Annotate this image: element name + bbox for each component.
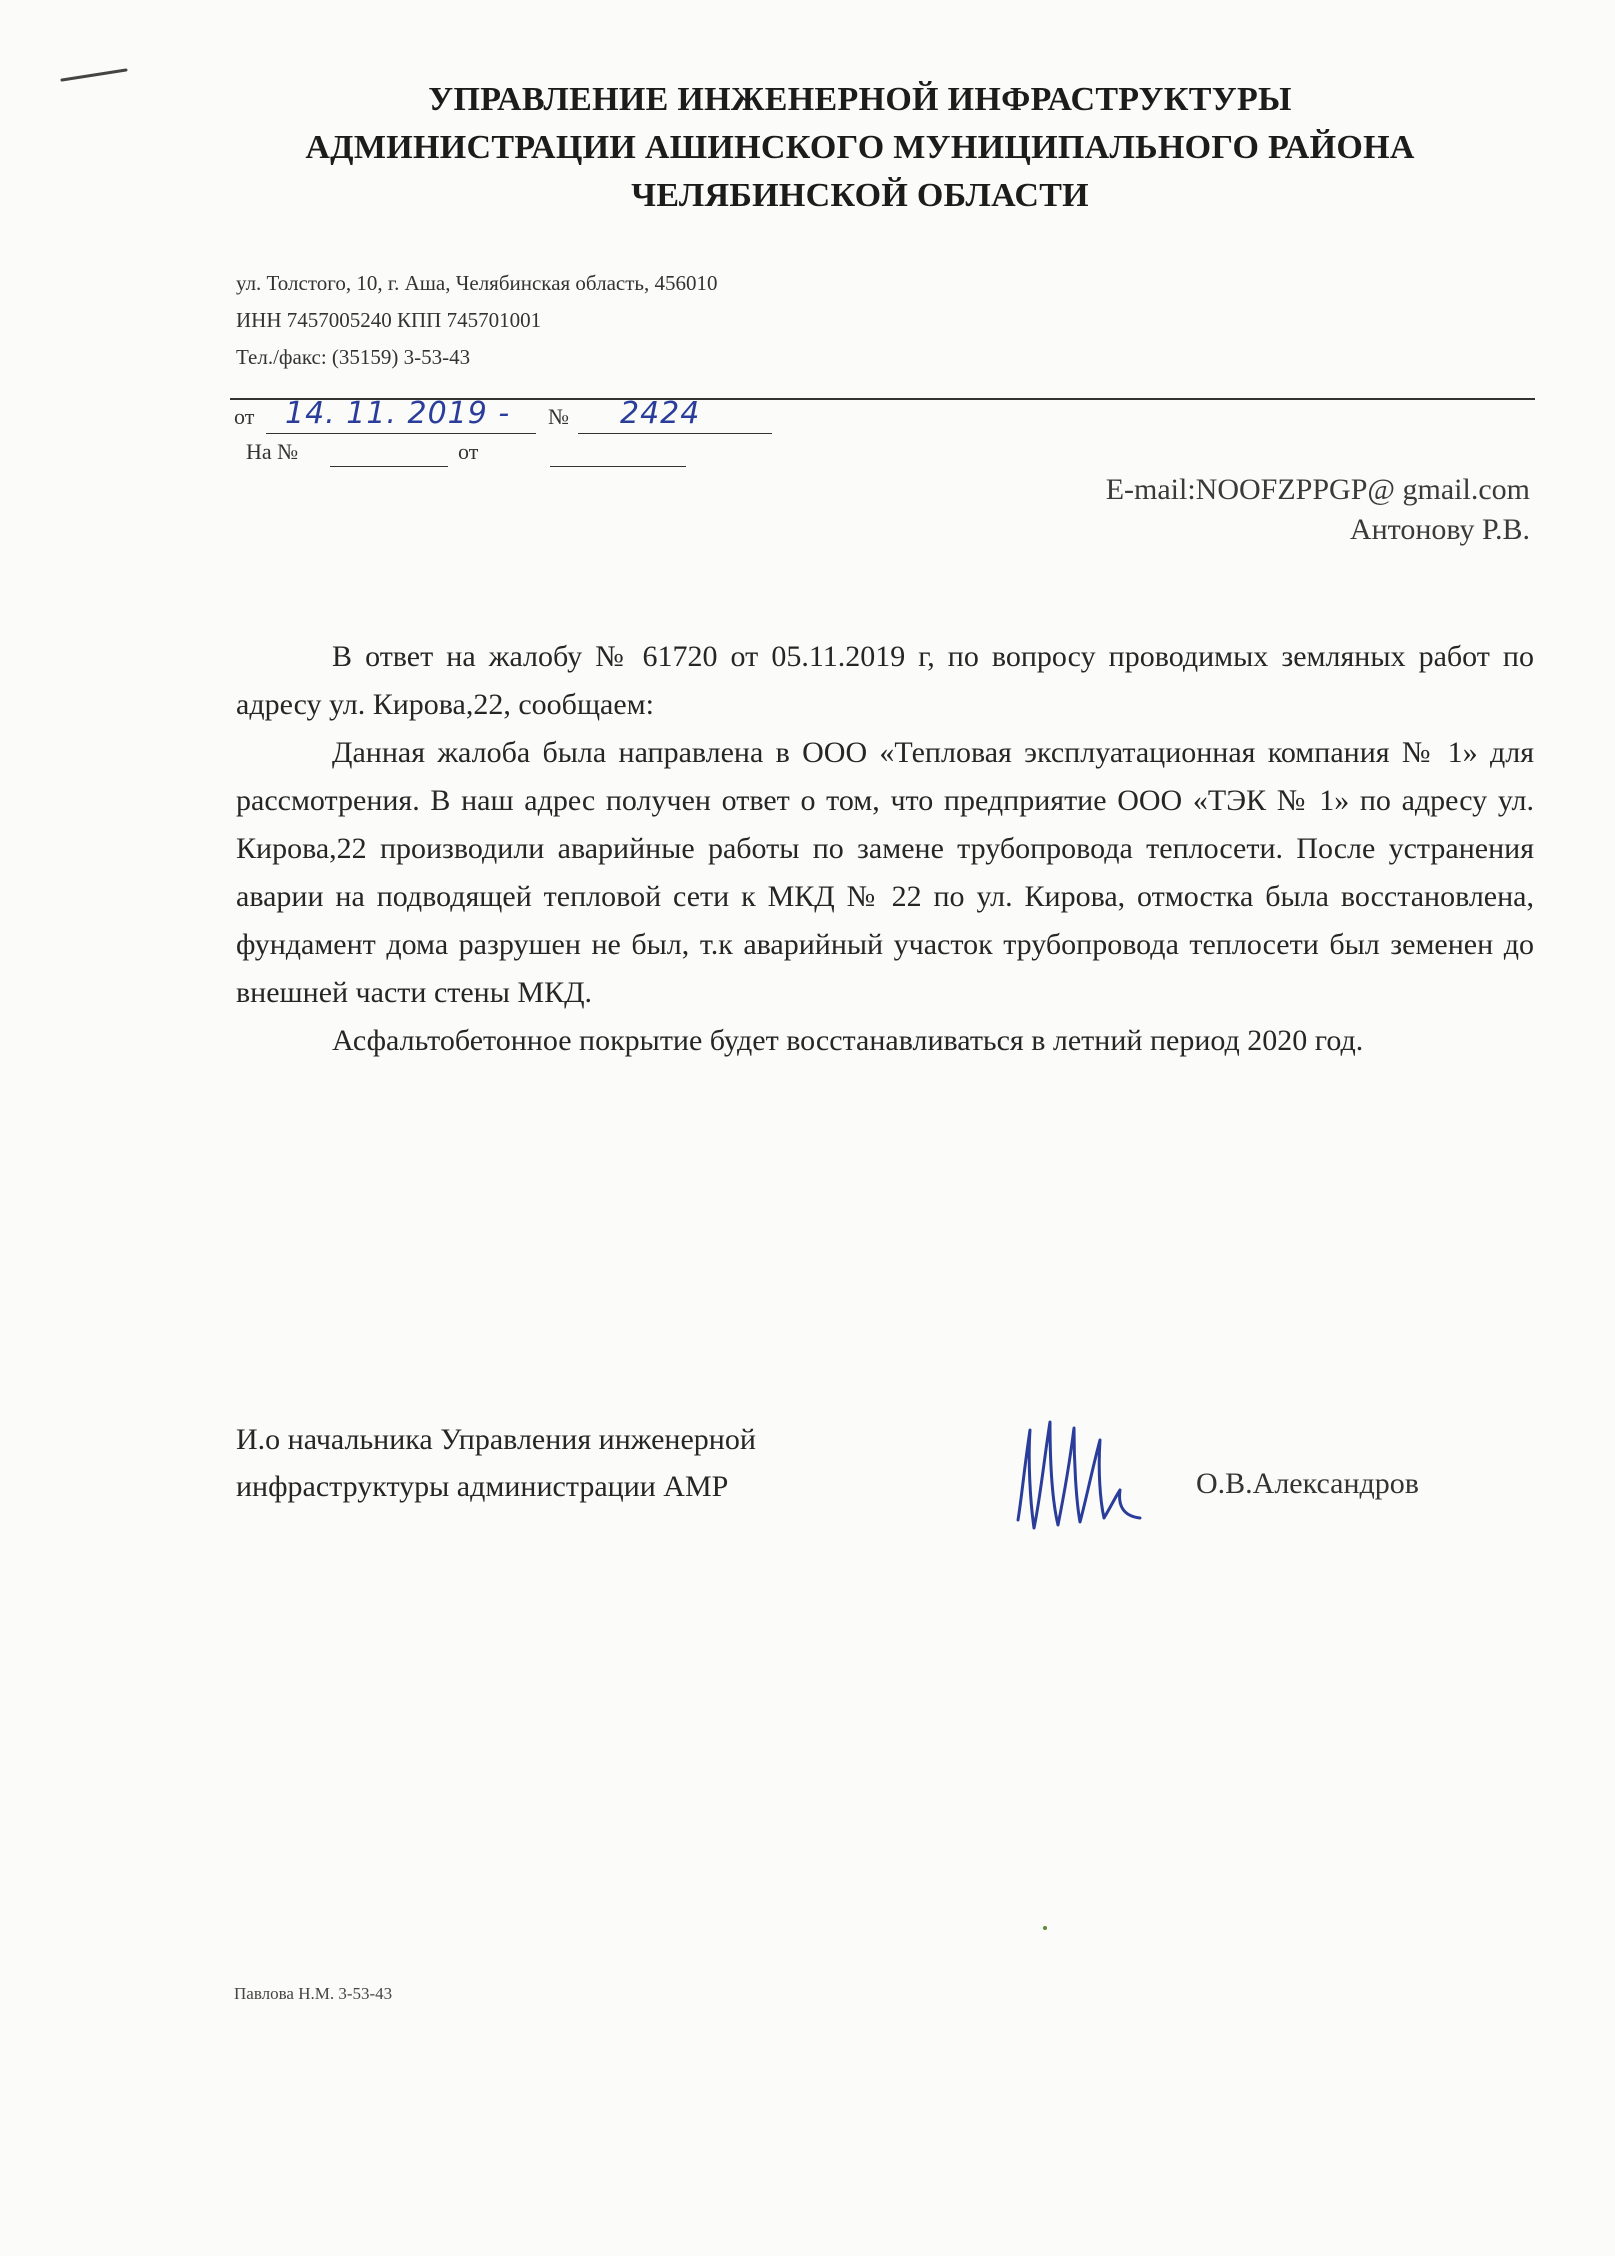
scan-pen-mark [60, 68, 130, 82]
handwritten-signature [1000, 1400, 1150, 1550]
phone-line: Тел./факс: (35159) 3-53-43 [236, 345, 471, 369]
org-title-line-1: УПРАВЛЕНИЕ ИНЖЕНЕРНОЙ ИНФРАСТРУКТУРЫ [428, 81, 1292, 118]
signatory-position [236, 1416, 756, 1510]
date-label: от [234, 404, 255, 429]
number-label: № [548, 404, 569, 429]
handwritten-number: 2424 [620, 396, 701, 431]
date-blank [266, 433, 536, 434]
reply-to-label: На № [246, 439, 299, 464]
handwritten-date: 14. 11. 2019 - [285, 396, 511, 431]
recipient-name: Антонову Р.В. [1349, 513, 1530, 546]
reply-from-label: от [458, 439, 479, 464]
address-line: ул. Толстого, 10, г. Аша, Челябинская область, 456010 [236, 271, 718, 295]
body-paragraph-1: В ответ на жалобу № 61720 от 05.11.2019 г, по вопросу проводимых земляных работ по адресу ул. Кирова,22, сообщаем: [236, 640, 1534, 721]
contact-block [236, 265, 717, 376]
reply-from-blank [550, 466, 686, 467]
signatory-position-line-1: И.о начальника Управления инженерной [236, 1423, 756, 1456]
executor-line: Павлова Н.М. 3-53-43 [234, 1984, 393, 2003]
signatory-position-line-2: инфраструктуры администрации АМР [236, 1470, 729, 1503]
number-blank [578, 433, 772, 434]
org-title-line-3: ЧЕЛЯБИНСКОЙ ОБЛАСТИ [631, 177, 1089, 214]
organization-title [230, 76, 1490, 220]
reply-to-blank [330, 466, 448, 467]
org-title-line-2: АДМИНИСТРАЦИИ АШИНСКОГО МУНИЦИПАЛЬНОГО РАЙОНА [305, 129, 1415, 166]
letter-body [236, 633, 1534, 1065]
recipient-email: E-mail:NOOFZPPGP@ gmail.com [1105, 473, 1530, 506]
scan-speck [1043, 1926, 1047, 1930]
tax-ids-line: ИНН 7457005240 КПП 745701001 [236, 308, 542, 332]
body-paragraph-3: Асфальтобетонное покрытие будет восстанавливаться в летний период 2020 год. [332, 1024, 1364, 1057]
recipient-block [1106, 470, 1530, 550]
signatory-name: О.В.Александров [1196, 1467, 1419, 1500]
body-paragraph-2: Данная жалоба была направлена в ООО «Тепловая эксплуатационная компания № 1» для рассмотрения. В наш адрес получен ответ о том, что предприятие ООО «ТЭК № 1» по адресу ул. Кирова,22 производили аварийные работы по замене трубопровода теплосети. После устранения аварии на подводящей тепловой сети к МКД № 22 по ул. Кирова, отмостка была восстановлена, фундамент дома разрушен не был, т.к аварийный участок трубопровода теплосети был земенен до внешней части стены МКД. [236, 736, 1534, 1009]
